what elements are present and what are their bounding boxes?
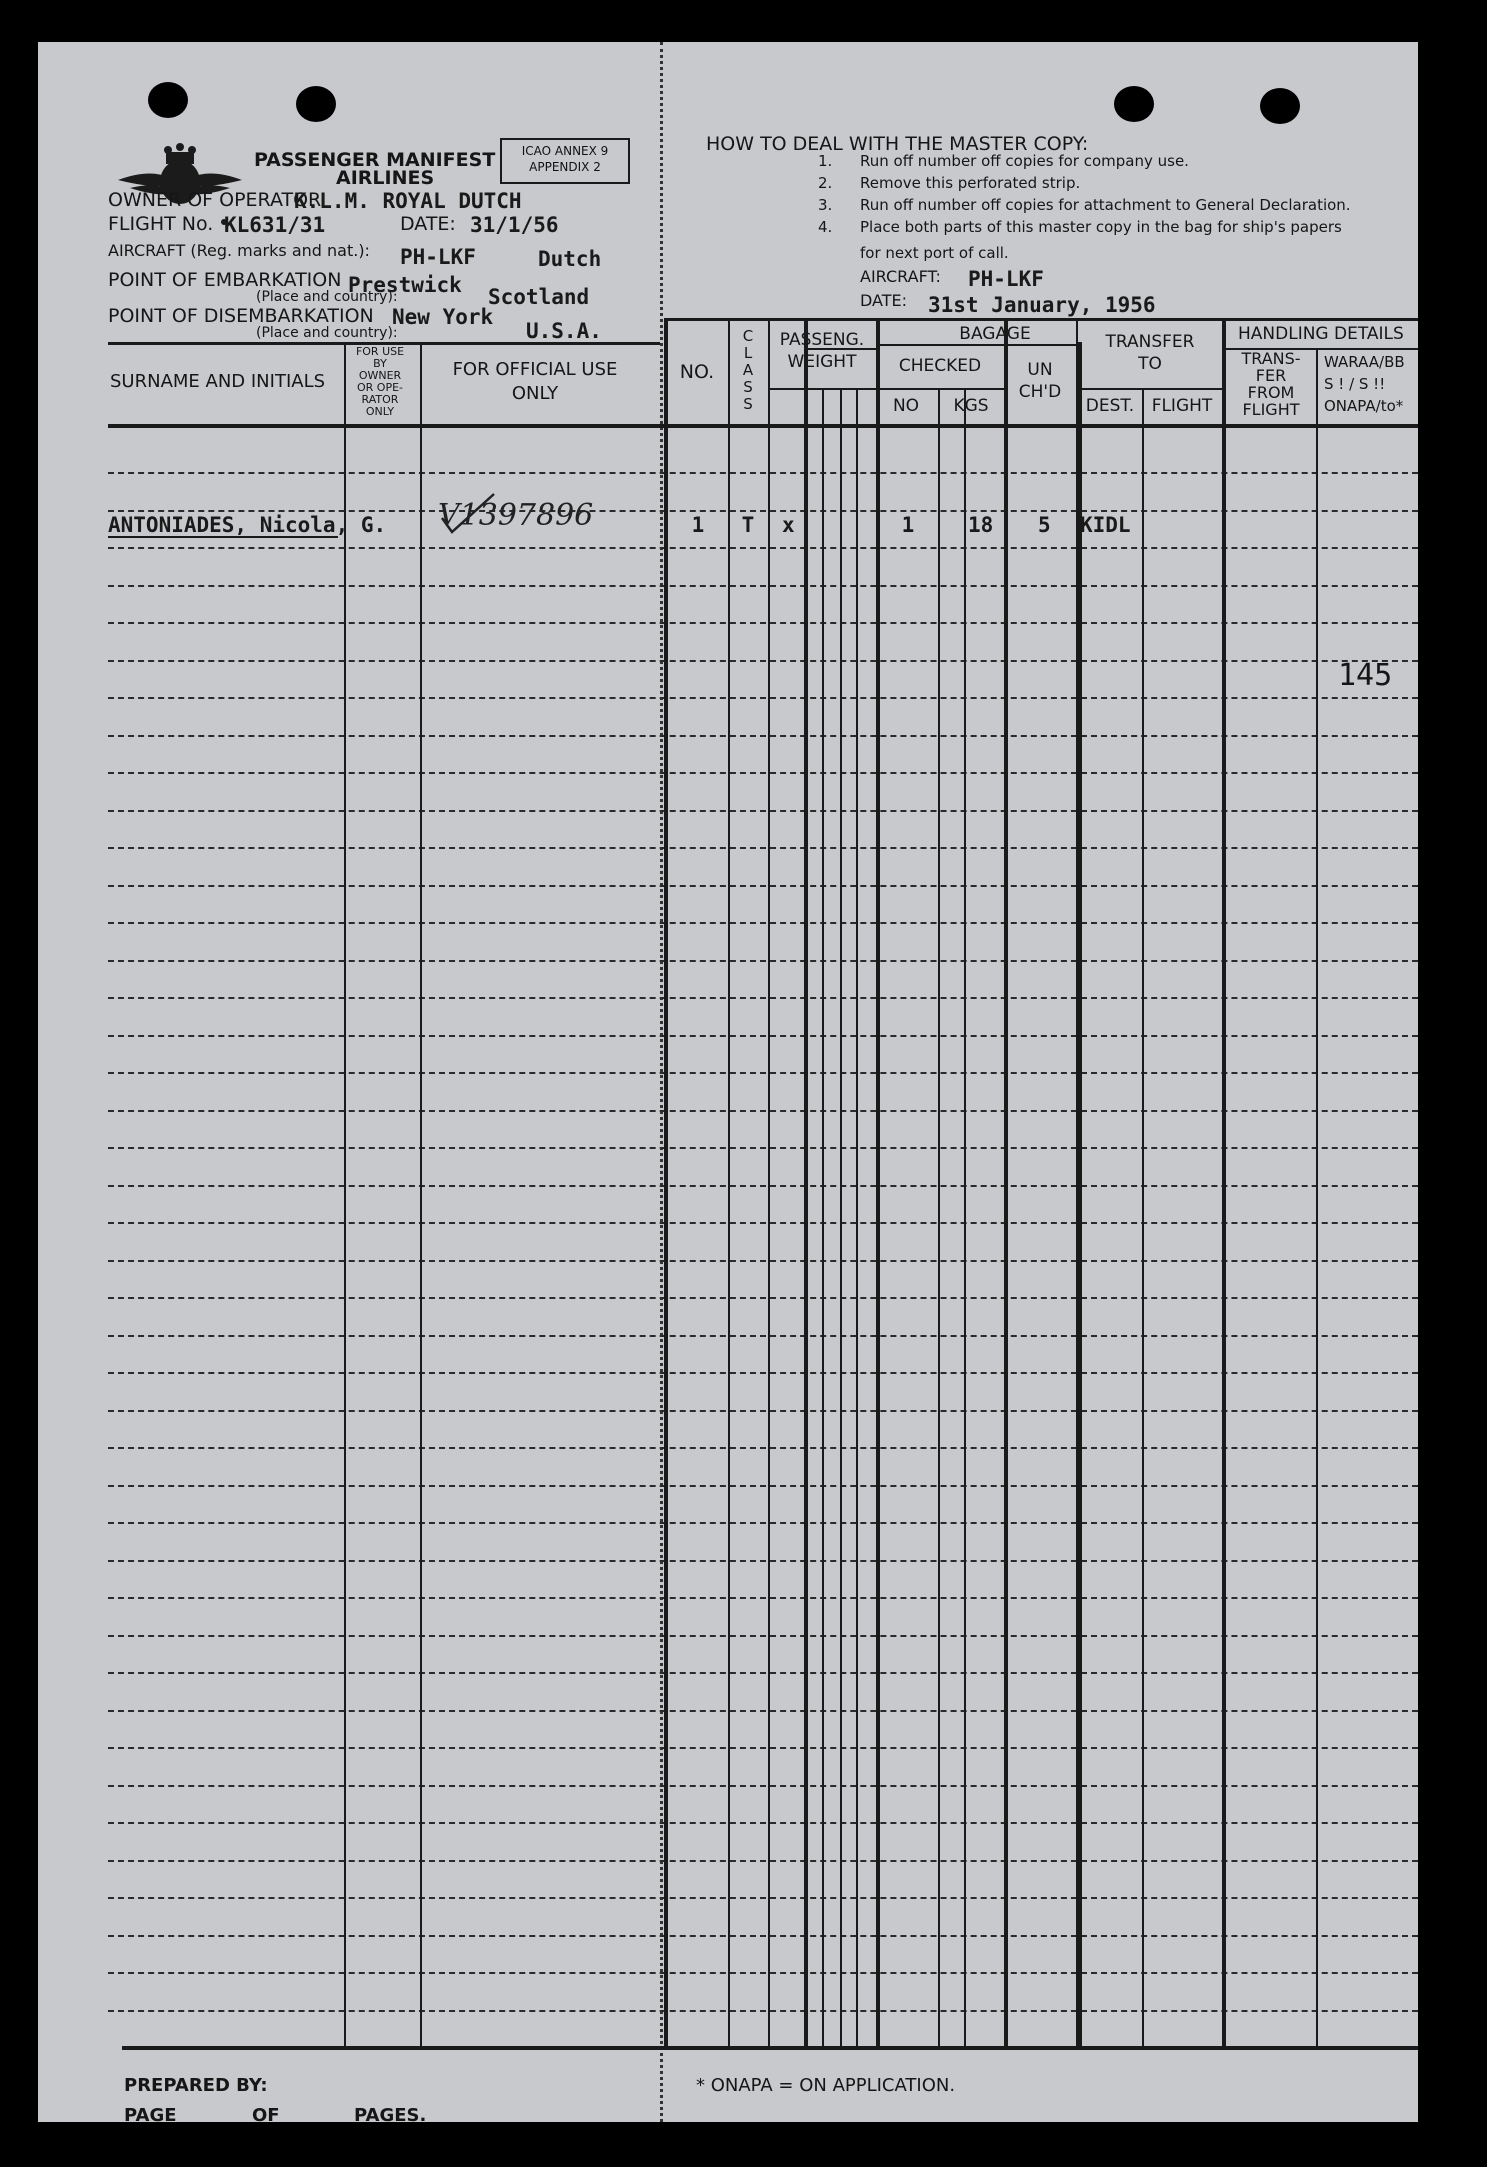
disembark-label: POINT OF DISEMBARKATION xyxy=(108,305,374,327)
instruction-number: 3. xyxy=(818,196,833,214)
col-chd: CH'D xyxy=(1018,382,1062,402)
table-top-border xyxy=(664,318,1418,321)
col-checked-kgs: KGS xyxy=(953,396,989,416)
header-divider xyxy=(768,388,876,390)
col-class-letter: S xyxy=(743,378,753,396)
passenger-name: ANTONIADES, Nicola, G. xyxy=(108,513,387,537)
col-waraa-line: WARAA/BB xyxy=(1324,353,1405,371)
bag-unchd: 5 xyxy=(1038,513,1051,537)
aircraft-reg: PH-LKF xyxy=(400,245,476,269)
col-owner-use-line: OR OPE- xyxy=(356,381,403,394)
col-transfer-from-line: TRANS- xyxy=(1241,349,1301,368)
name-underline xyxy=(108,536,338,538)
punch-hole xyxy=(296,86,336,122)
column-divider xyxy=(1316,348,1318,2046)
col-official-use-1: FOR OFFICIAL USE xyxy=(452,359,618,380)
col-class-letter: L xyxy=(743,344,753,362)
col-passeng: PASSENG. xyxy=(779,330,865,350)
instruction-text: Remove this perforated strip. xyxy=(860,174,1081,192)
bag-no: 1 xyxy=(901,513,915,537)
col-class-letter: S xyxy=(743,395,753,413)
instruction-text: Run off number off copies for company use. xyxy=(860,152,1189,170)
col-flight: FLIGHT xyxy=(1151,396,1213,416)
header-divider xyxy=(876,388,1004,390)
instructions-date-label: DATE: xyxy=(860,291,908,310)
col-waraa-line: ONAPA/to* xyxy=(1324,397,1404,415)
disembark-sub: (Place and country): xyxy=(256,325,398,341)
column-divider xyxy=(1142,388,1144,2046)
column-divider xyxy=(664,318,668,2046)
column-divider xyxy=(728,318,730,2046)
instruction-number: 4. xyxy=(818,218,833,236)
transfer-dest: KIDL xyxy=(1080,513,1131,537)
col-waraa-line: S ! / S !! xyxy=(1324,375,1386,393)
bag-kgs: 18 xyxy=(968,513,994,537)
col-owner-use-line: ONLY xyxy=(365,405,395,418)
header-divider xyxy=(1078,388,1222,390)
column-divider xyxy=(964,388,966,2046)
col-weight: WEIGHT xyxy=(787,352,857,372)
col-surname: SURNAME AND INITIALS xyxy=(110,371,326,392)
embark-place: Prestwick xyxy=(348,273,462,297)
disembark-place: New York xyxy=(392,305,494,329)
instructions-title: HOW TO DEAL WITH THE MASTER COPY: xyxy=(706,133,1089,155)
col-bagage: BAGAGE xyxy=(959,324,1031,344)
punch-hole xyxy=(1260,88,1300,124)
passenger-no: 1 xyxy=(691,513,705,537)
col-checked-no: NO xyxy=(892,396,920,416)
instructions-aircraft-label: AIRCRAFT: xyxy=(860,267,941,286)
prepared-by-label: PREPARED BY: xyxy=(124,2075,268,2096)
col-handling: HANDLING DETAILS xyxy=(1238,324,1404,344)
punch-hole xyxy=(1114,86,1154,122)
flight-value: KL631/31 xyxy=(224,213,326,237)
manifest-sheet xyxy=(38,42,1418,2126)
col-checked: CHECKED xyxy=(898,356,982,376)
page-label: PAGE xyxy=(124,2105,177,2126)
manifest-title: PASSENGER MANIFEST xyxy=(254,149,496,171)
embark-sub: (Place and country): xyxy=(256,289,398,305)
of-label: OF xyxy=(252,2105,280,2126)
col-transfer-from-line: FLIGHT xyxy=(1242,400,1300,419)
perforation-line xyxy=(660,42,663,2122)
col-owner-use-line: BY xyxy=(373,357,387,370)
col-owner-use-line: OWNER xyxy=(358,369,402,382)
instruction-4-cont: for next port of call. xyxy=(860,244,1009,262)
instructions-aircraft-value: PH-LKF xyxy=(968,267,1044,291)
passenger-weight: x xyxy=(782,513,795,537)
flight-label: FLIGHT No. xyxy=(108,213,214,235)
col-class-letter: A xyxy=(742,361,754,379)
column-divider xyxy=(804,318,808,2046)
col-no: NO. xyxy=(679,361,715,383)
column-divider xyxy=(1222,318,1226,2046)
column-divider xyxy=(876,318,880,2046)
col-transfer-from-line: FROM xyxy=(1247,383,1295,402)
instruction-number: 2. xyxy=(818,174,833,192)
owner-label: OWNER OF OPERATOR xyxy=(108,189,322,211)
punch-hole xyxy=(148,82,188,118)
instruction-text: Run off number off copies for attachment to General Declaration. xyxy=(860,196,1351,214)
header-divider xyxy=(804,348,876,350)
col-official-use-2: ONLY xyxy=(511,383,559,404)
date-label: DATE: xyxy=(400,213,456,235)
column-divider xyxy=(856,388,858,2046)
embark-label: POINT OF EMBARKATION xyxy=(108,269,342,291)
icao-box: ICAO ANNEX 9 APPENDIX 2 xyxy=(500,138,630,184)
passenger-class: T xyxy=(741,513,755,537)
instructions-date-value: 31st January, 1956 xyxy=(928,293,1156,317)
aircraft-nat: Dutch xyxy=(538,247,602,271)
pages-label: PAGES. xyxy=(354,2105,427,2126)
column-divider xyxy=(344,342,346,2046)
column-divider xyxy=(840,388,842,2046)
column-divider xyxy=(420,342,422,2046)
header-divider xyxy=(876,344,1076,346)
footer-rule xyxy=(122,2046,1418,2050)
column-divider xyxy=(822,388,824,2046)
airlines-label: AIRLINES xyxy=(336,167,435,189)
col-transfer-to: TO xyxy=(1138,354,1162,374)
col-owner-use-line: FOR USE xyxy=(355,345,405,358)
onapa-note: * ONAPA = ON APPLICATION. xyxy=(696,2075,956,2096)
col-class-letter: C xyxy=(742,327,754,345)
aircraft-label: AIRCRAFT (Reg. marks and nat.): xyxy=(108,241,370,260)
stamp-number: 145 xyxy=(1338,658,1393,693)
check-mark-icon xyxy=(438,488,498,538)
column-divider xyxy=(938,388,940,2046)
disembark-country: U.S.A. xyxy=(526,319,602,343)
column-divider xyxy=(1004,318,1008,2046)
instruction-number: 1. xyxy=(818,152,833,170)
column-divider xyxy=(768,318,770,2046)
col-owner-use-line: RATOR xyxy=(361,393,399,406)
owner-value: K.L.M. ROYAL DUTCH xyxy=(294,189,522,213)
col-transfer: TRANSFER xyxy=(1105,332,1195,352)
instruction-text: Place both parts of this master copy in the bag for ship's papers xyxy=(860,218,1342,236)
col-un: UN xyxy=(1027,360,1053,380)
col-transfer-from-line: FER xyxy=(1255,366,1287,385)
embark-country: Scotland xyxy=(488,285,590,309)
official-number: V1397896 xyxy=(438,498,594,533)
column-divider xyxy=(1078,342,1082,2046)
header-divider xyxy=(1222,348,1418,350)
date-value: 31/1/56 xyxy=(470,213,559,237)
col-dest: DEST. xyxy=(1085,396,1135,416)
